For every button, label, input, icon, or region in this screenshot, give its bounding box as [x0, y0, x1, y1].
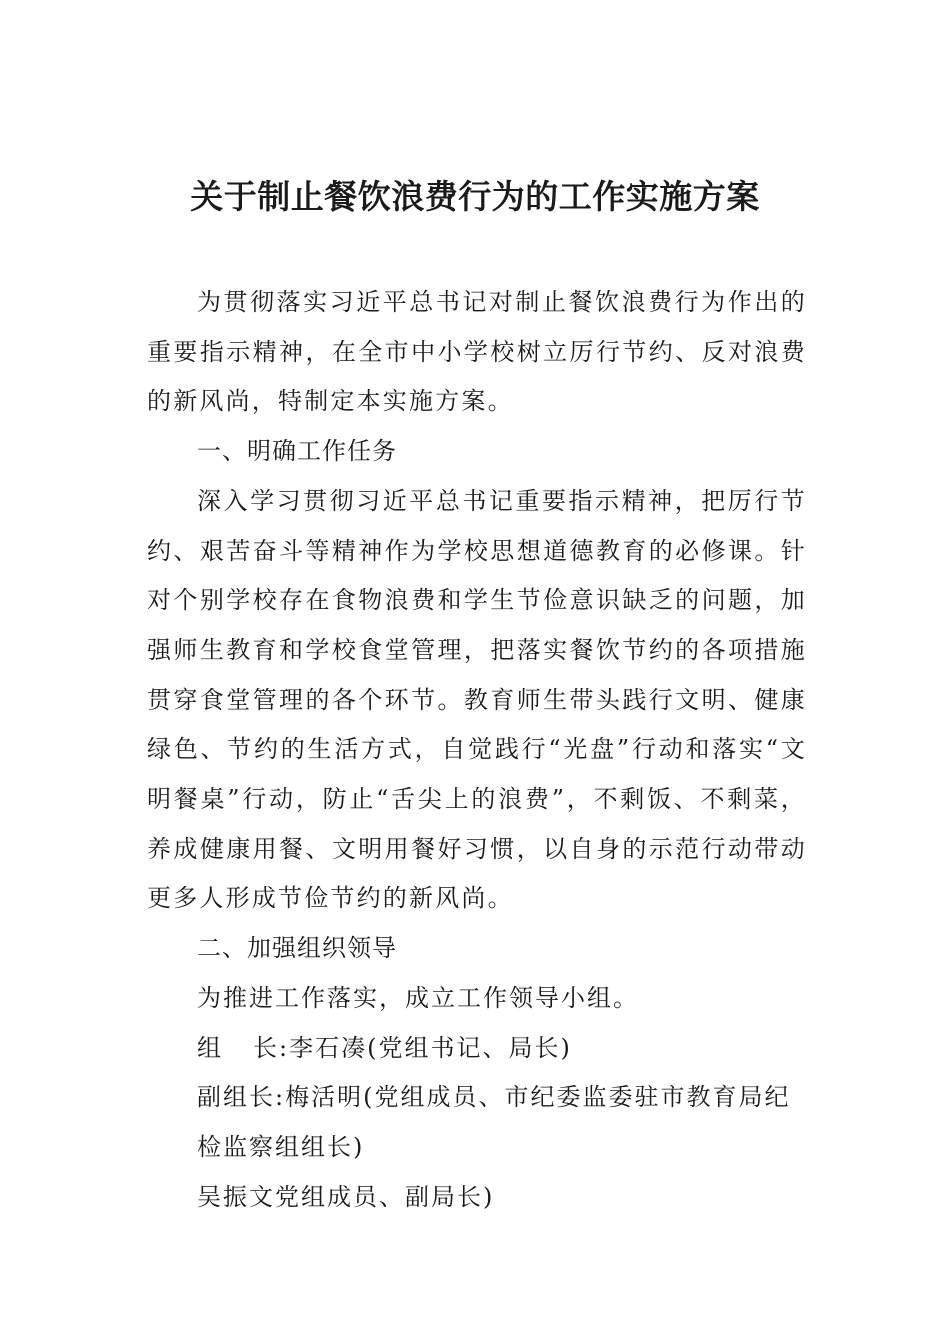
leader-value: 李石凑(党组书记、局长) — [289, 1033, 572, 1062]
section-1-paragraph: 深入学习贯彻习近平总书记重要指示精神，把厉行节约、艰苦奋斗等精神作为学校思想道德教育的必修课。针对个别学校存在食物浪费和学生节俭意识缺乏的问题，加强师生教育和学校食堂管理，把落实餐饮节约的各项措施贯穿食堂管理的各个环节。教育师生带头践行文明、健康绿色、节约的生活方式，自觉践行“光盘”行动和落实“文明餐桌”行动，防止“舌尖上的浪费”，不剩饭、不剩菜，养成健康用餐、文明用餐好习惯，以自身的示范行动带动更多人形成节俭节约的新风尚。 — [147, 486, 807, 913]
deputy-label: 副组长: — [197, 1083, 286, 1112]
deputy-line-1 — [147, 1073, 807, 1172]
section-2-heading: 二、加强组织领导 — [197, 934, 397, 963]
section-2-intro: 为推进工作落实，成立工作领导小组。 — [197, 983, 639, 1012]
intro-paragraph: 为贯彻落实习近平总书记对制止餐饮浪费行为作出的重要指示精神，在全市中小学校树立厉行节约、反对浪费的新风尚，特制定本实施方案。 — [147, 288, 807, 416]
section-1-heading: 一、明确工作任务 — [197, 437, 397, 466]
document-title: 关于制止餐饮浪费行为的工作实施方案 — [190, 177, 760, 216]
deputy-value-1: 梅活明(党组成员、市纪委监委驻市教育局纪检监察组组长) — [197, 1083, 791, 1161]
leader-label-part-2: 长: — [253, 1033, 290, 1062]
leader-label-part-1: 组 — [197, 1033, 223, 1062]
leader-line — [147, 1024, 807, 1074]
document-body — [147, 278, 807, 1222]
deputy-line-2: 吴振文党组成员、副局长) — [197, 1182, 495, 1211]
